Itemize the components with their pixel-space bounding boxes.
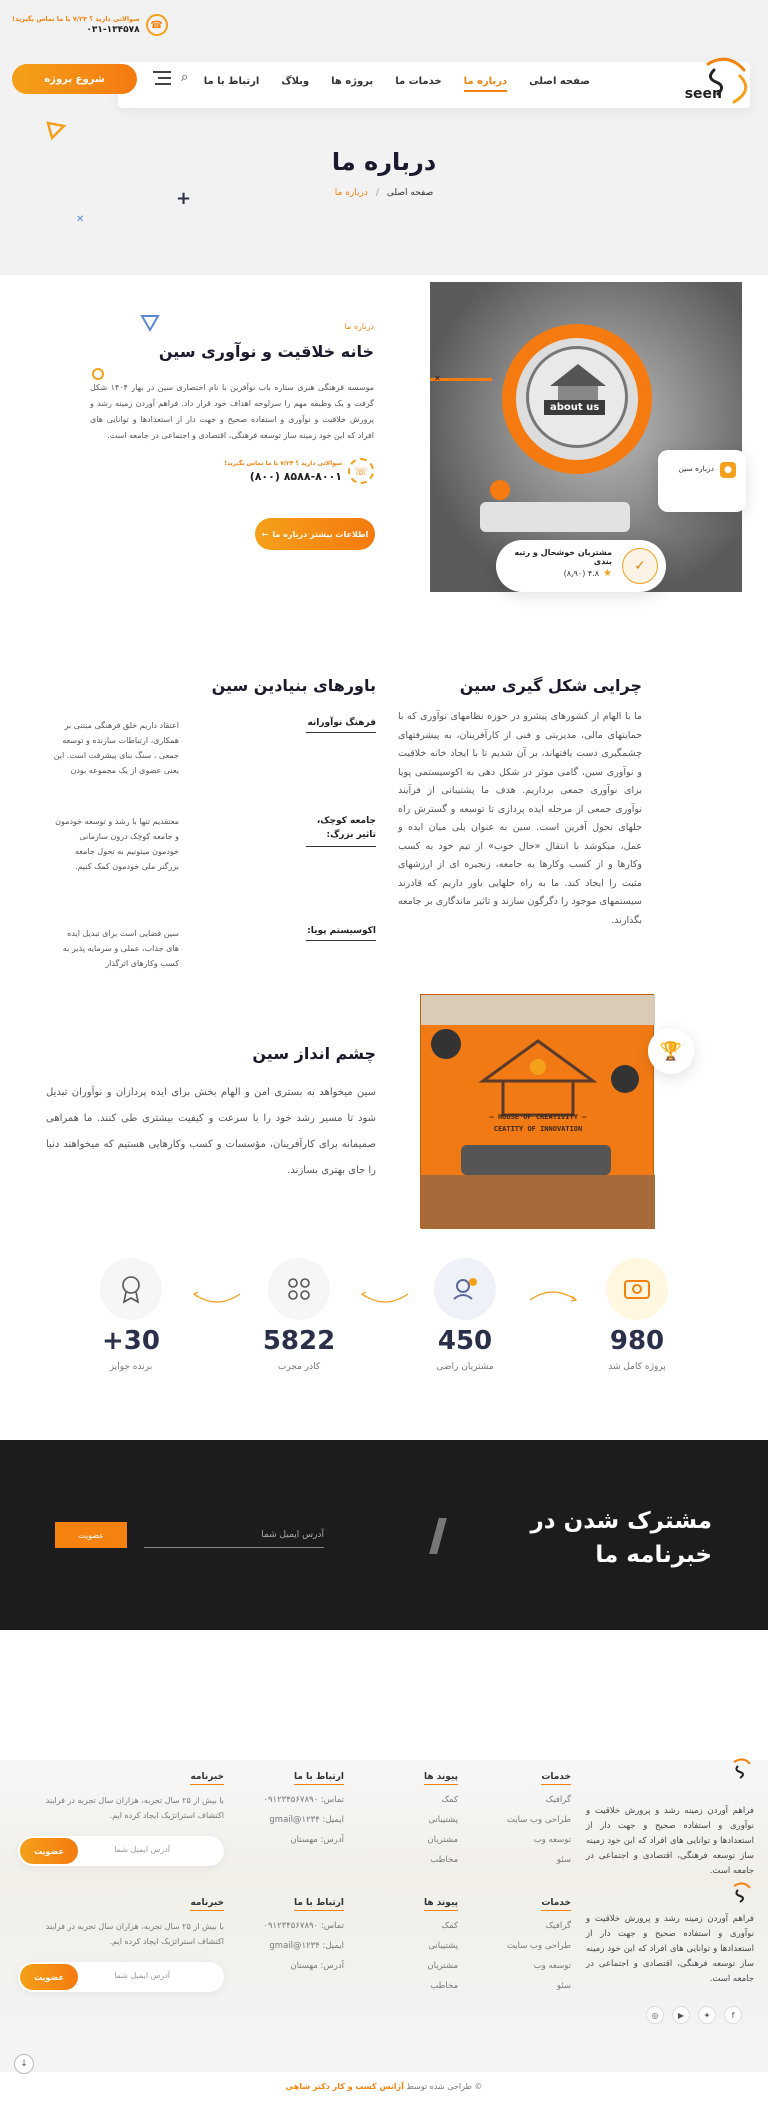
twitter-icon[interactable]: ✦ [698, 2006, 716, 2024]
curved-arrow-icon [360, 1290, 410, 1306]
value-item-name: فرهنگ نوآورانه [306, 718, 376, 733]
footer-contact-address: آدرس: مهستان [290, 1835, 344, 1845]
support-icon: ☏ [348, 458, 374, 484]
breadcrumb-home[interactable]: صفحه اصلی [386, 188, 434, 198]
rating-value: ۴.۸ (۸٫۹۰) [563, 569, 600, 578]
footer-link[interactable]: مخاطب [430, 1981, 458, 1991]
vision-body: سین میخواهد به بستری امن و الهام بخش برای ایده پردازان و نوآوران تبدیل شود تا مسیر رشد خود را با سرعت و کیفیت بیشتری طی کنند. ما همراهی صمیمانه برای کارآفرینان، مؤسسات و کسب وکارهایی هستیم که میخواهند دنیا را جای بهتری بسازند. [46, 1087, 376, 1176]
nav-projects[interactable]: پروژه ها [331, 76, 374, 87]
circle-decor-icon [92, 368, 104, 380]
footer-services-title: خدمات [541, 1772, 571, 1785]
certificate-icon [606, 1258, 668, 1320]
about-badge-label: درباره سین [678, 464, 714, 473]
nav-home[interactable]: صفحه اصلی [529, 76, 590, 87]
top-contact-question: سوالاتی دارید ؟ ۷/۲۴ با ما تماس بگیرید! [12, 15, 140, 23]
footer-links [398, 1764, 458, 1865]
happy-client-icon [434, 1258, 496, 1320]
footer-news-text: با بیش از ۲۵ سال تجربه، هزاران سال تجربه در فرایند اکتشاف استراتژیک ایجاد کرده ایم. [45, 1796, 224, 1820]
youtube-icon[interactable]: ▶ [672, 2006, 690, 2024]
close-icon[interactable]: ✕ [434, 374, 441, 383]
svg-text:seen: seen [684, 86, 722, 102]
footer-about: فراهم آوردن زمینه رشد و پرورش خلاقیت و نوآوری و استفاده صحیح و جهت دار از استعدادها و توانایی های افراد که این خود زمینه ساز توسعه فرهنگی، اقتصادی و اجتماعی در جامعه است. [586, 1914, 754, 1984]
stat-label: کادر مجرب [277, 1362, 321, 1372]
user-icon: ● [720, 462, 736, 478]
newsletter-title [531, 1504, 712, 1572]
footer-logo[interactable] [730, 1756, 754, 1780]
footer-service-link[interactable]: طراحی وب سایت [506, 1815, 571, 1825]
newsletter-title-line-1: مشترک شدن در [530, 1508, 712, 1534]
trophy-icon: 🏆 [648, 1028, 694, 1074]
footer-links-title: پیوند ها [424, 1898, 458, 1911]
facebook-icon[interactable]: f [724, 2006, 742, 2024]
about-title: خانه خلاقیت و نوآوری سین [158, 342, 374, 361]
footer-link[interactable]: مخاطب [430, 1855, 458, 1865]
headset-icon: ☎ [146, 14, 168, 36]
check-badge-icon: ✓ [622, 548, 658, 584]
footer-news-input[interactable] [18, 1962, 224, 1992]
footer-contact [258, 1764, 344, 1845]
nav-about[interactable]: درباره ما [464, 76, 508, 92]
footer-service-link[interactable]: سئو [556, 1855, 571, 1865]
brand-logo[interactable] [684, 50, 754, 110]
footer-contact-phone[interactable]: تماس: ۰۹۱۲۳۴۵۶۷۸۹۰ [263, 1795, 344, 1805]
footer-news-title: خبرنامه [190, 1898, 224, 1911]
footer-contact-phone[interactable]: تماس: ۰۹۱۲۳۴۵۶۷۸۹۰ [263, 1921, 344, 1931]
stat-label: مشتریان راضی [436, 1362, 494, 1372]
award-icon [100, 1258, 162, 1320]
newsletter-email-input[interactable]: آدرس ایمیل شما [144, 1524, 324, 1548]
newsletter-title-line-2: خبرنامه ما [595, 1542, 712, 1568]
footer-service-link[interactable]: توسعه وب [533, 1961, 571, 1971]
value-item-name: جامعه کوچک، تاثیر بزرگ: [306, 814, 376, 847]
footer-contact-title: ارتباط با ما [294, 1772, 344, 1785]
footer-service-link[interactable]: گرافیک [545, 1921, 571, 1931]
footer-logo[interactable] [730, 1880, 754, 1904]
breadcrumb-current: درباره ما [334, 188, 368, 198]
footer-contact-title: ارتباط با ما [294, 1898, 344, 1911]
poster-line-1: — HOUSE OF CREATIVITY — [489, 1113, 587, 1121]
stat-label: برنده جوایز [109, 1362, 153, 1372]
footer-contact-address: آدرس: مهستان [290, 1961, 344, 1971]
footer-service-link[interactable]: طراحی وب سایت [506, 1941, 571, 1951]
footer-link[interactable]: پشتیبانی [428, 1941, 458, 1951]
newsletter-subscribe-button[interactable]: عضویت [55, 1522, 127, 1548]
footer-news-text: با بیش از ۲۵ سال تجربه، هزاران سال تجربه در فرایند اکتشاف استراتژیک ایجاد کرده ایم. [45, 1922, 224, 1946]
footer-link[interactable]: مشتریان [427, 1835, 458, 1845]
value-item-desc: معتقدیم تنها با رشد و توسعه خودمون و جامعه کوچک درون سازمانی خودمون میتونیم به تحول جامعه بزرگتر ملی خودمون کمک کنیم. [55, 817, 179, 871]
footer-services [491, 1890, 571, 1991]
about-contact [222, 458, 374, 484]
footer-links [398, 1890, 458, 1991]
about-body: موسسه فرهنگی هنری ستاره باب نوآفرین با نام اختصاری سین در بهار ۱۴۰۴ شکل گرفت و یک وظیفه مهم را سرلوحه اهداف خود قرار داد. فراهم آوردن زمینه رشد و پرورش خلاقیت و نوآوری و استفاده صحیح و جهت دار از استعدادها و توانایی های افراد که این خود زمینه ساز توسعه فرهنگی، اقتصادی و اجتماعی در جامعه است. [90, 383, 374, 440]
breadcrumb [0, 188, 768, 198]
footer-news-input[interactable] [18, 1836, 224, 1866]
hero-background [0, 0, 768, 275]
nav-contact[interactable]: ارتباط با ما [203, 76, 260, 87]
footer-service-link[interactable]: سئو [556, 1981, 571, 1991]
scroll-top-icon[interactable]: ↓ [14, 2054, 34, 2074]
team-icon [268, 1258, 330, 1320]
footer-news-placeholder: آدرس ایمیل شما [114, 1971, 170, 1980]
social-links [646, 2006, 742, 2024]
vision-title: چشم انداز سین [252, 1044, 376, 1063]
stats-section [0, 1258, 768, 1388]
stat-value: 980 [609, 1326, 665, 1356]
breadcrumb-separator: / [375, 188, 379, 198]
x-decor-icon: ✕ [76, 214, 85, 225]
footer-contact-email[interactable]: ایمیل: gmail@۱۲۳۴ [269, 1941, 344, 1951]
values-title: باورهای بنیادین سین [211, 676, 376, 695]
why-body: ما با الهام از کشورهای پیشرو در حوزه نظامهای نوآوری که با حمایتهای مالی، مدیریتی و فنی از کارآفرینان، به پیشرفتهای چشمگیری دست یافتهاند، بر آن شدیم تا با ایجاد خانه خلاقیت و نوآوری سین، گامی موثر در شکل دهی به اکوسیستمی پویا برای نوآوری جمعی برداریم. هدف ما پشتیبانی از فرآیند نوآوری جمعی از مرحله ایده پردازی تا توسعه و گسترش راه حلهای تحول آفرین است. سین به عنوان پلی میان ایده و عمل، میکوشد با انتقال «حال خوب» از تیم خود به کسب وکارها و از کسب وکارها به جامعه، زنجیره ای از ارزشهای مثبت را ایجاد کند. ما به راه حلهایی باور داریم که قادرند سیستمهای موجود را دگرگون سازند و تاثیر ماندگاری بر جامعه بگذارند. [398, 711, 642, 926]
curved-arrow-icon [528, 1288, 578, 1304]
nav-blog[interactable]: وبلاگ [281, 76, 310, 87]
footer-news-button[interactable]: عضویت [20, 1838, 78, 1864]
instagram-icon[interactable]: ◎ [646, 2006, 664, 2024]
footer-link[interactable]: پشتیبانی [428, 1815, 458, 1825]
footer-link[interactable]: کمک [441, 1921, 458, 1931]
triangle-decor-icon [46, 120, 66, 140]
about-contact-phone[interactable]: (۸۰۰) ۸۵۸۸-۸۰۰۱ [249, 469, 342, 483]
about-contact-question: سوالاتی دارید ؟ ۷/۲۴ با ما تماس بگیرید! [224, 459, 342, 467]
footer-newsletter [18, 1890, 224, 1949]
start-project-button[interactable]: شروع پروژه [12, 64, 137, 94]
stat-value: +30 [102, 1326, 160, 1356]
curved-arrow-icon [192, 1290, 242, 1306]
footer-services-title: خدمات [541, 1898, 571, 1911]
rating-card [496, 540, 666, 592]
star-icon: ★ [603, 568, 612, 579]
footer-newsletter [18, 1764, 224, 1823]
about-image-sign: about us [544, 400, 605, 415]
arrow-left-icon: ← [261, 529, 269, 539]
copyright-prefix: © طراحی شده توسط [406, 2082, 483, 2091]
footer-service-link[interactable]: توسعه وب [533, 1835, 571, 1845]
poster-line-2: CEATITY OF INNOVATION [493, 1125, 583, 1133]
stat-label: پروژه کامل شد [608, 1362, 666, 1372]
footer-links-title: پیوند ها [424, 1772, 458, 1785]
footer-news-placeholder: آدرس ایمیل شما [114, 1845, 170, 1854]
hamburger-menu-icon[interactable] [153, 71, 171, 85]
search-icon[interactable]: ⌕ [181, 70, 189, 85]
about-more-button[interactable] [255, 518, 375, 550]
footer-about: فراهم آوردن زمینه رشد و پرورش خلاقیت و نوآوری و استفاده صحیح و جهت دار از استعدادها و توانایی های افراد که این خود زمینه ساز توسعه فرهنگی، اقتصادی و اجتماعی در جامعه است. [586, 1806, 754, 1876]
copyright-agency-link[interactable]: آژانس کسب و کار دکتر شاهی [285, 2082, 404, 2091]
stat-value: 5822 [262, 1326, 336, 1356]
value-item-name: اکوسیستم پویا: [306, 926, 376, 941]
footer-link[interactable]: مشتریان [427, 1961, 458, 1971]
rating-title: مشتریان خوشحال و رتبه بندی [514, 548, 612, 566]
about-more-label: اطلاعات بیشتر درباره ما [272, 529, 369, 539]
stat-value: 450 [437, 1326, 493, 1356]
footer-services [491, 1764, 571, 1865]
plus-decor-icon: + [176, 188, 192, 209]
footer-news-button[interactable]: عضویت [20, 1964, 78, 1990]
nav-services[interactable]: خدمات ما [395, 76, 442, 87]
value-item-desc: اعتقاد داریم خلق فرهنگی مبتنی بر همکاری، ارتباطات سازنده و توسعه جمعی ، سنگ بنای پیشرفت است. این یعنی عضوی از یک مجموعه بودن [53, 721, 179, 775]
value-item-desc: سین فضایی است برای تبدیل ایده های جذاب، عملی و سرمایه پذیر به کسب وکارهای اثرگذار [62, 929, 179, 968]
top-contact [12, 14, 168, 36]
top-contact-phone[interactable]: ۰۳۱-۱۳۴۵۷۸ [86, 25, 140, 35]
about-badge-card [658, 450, 746, 512]
why-title: چرایی شکل گیری سین [459, 676, 642, 695]
footer-contact-email[interactable]: ایمیل: gmail@۱۲۳۴ [269, 1815, 344, 1825]
footer-news-title: خبرنامه [190, 1772, 224, 1785]
footer-link[interactable]: کمک [441, 1795, 458, 1805]
vision-image [420, 994, 654, 1228]
footer-contact [258, 1890, 344, 1971]
copyright [0, 2082, 768, 2091]
nav-menu [182, 76, 590, 92]
about-eyebrow: درباره ما [344, 322, 374, 331]
page-title: درباره ما [331, 148, 437, 176]
footer-service-link[interactable]: گرافیک [545, 1795, 571, 1805]
triangle-outline-icon [140, 314, 160, 332]
